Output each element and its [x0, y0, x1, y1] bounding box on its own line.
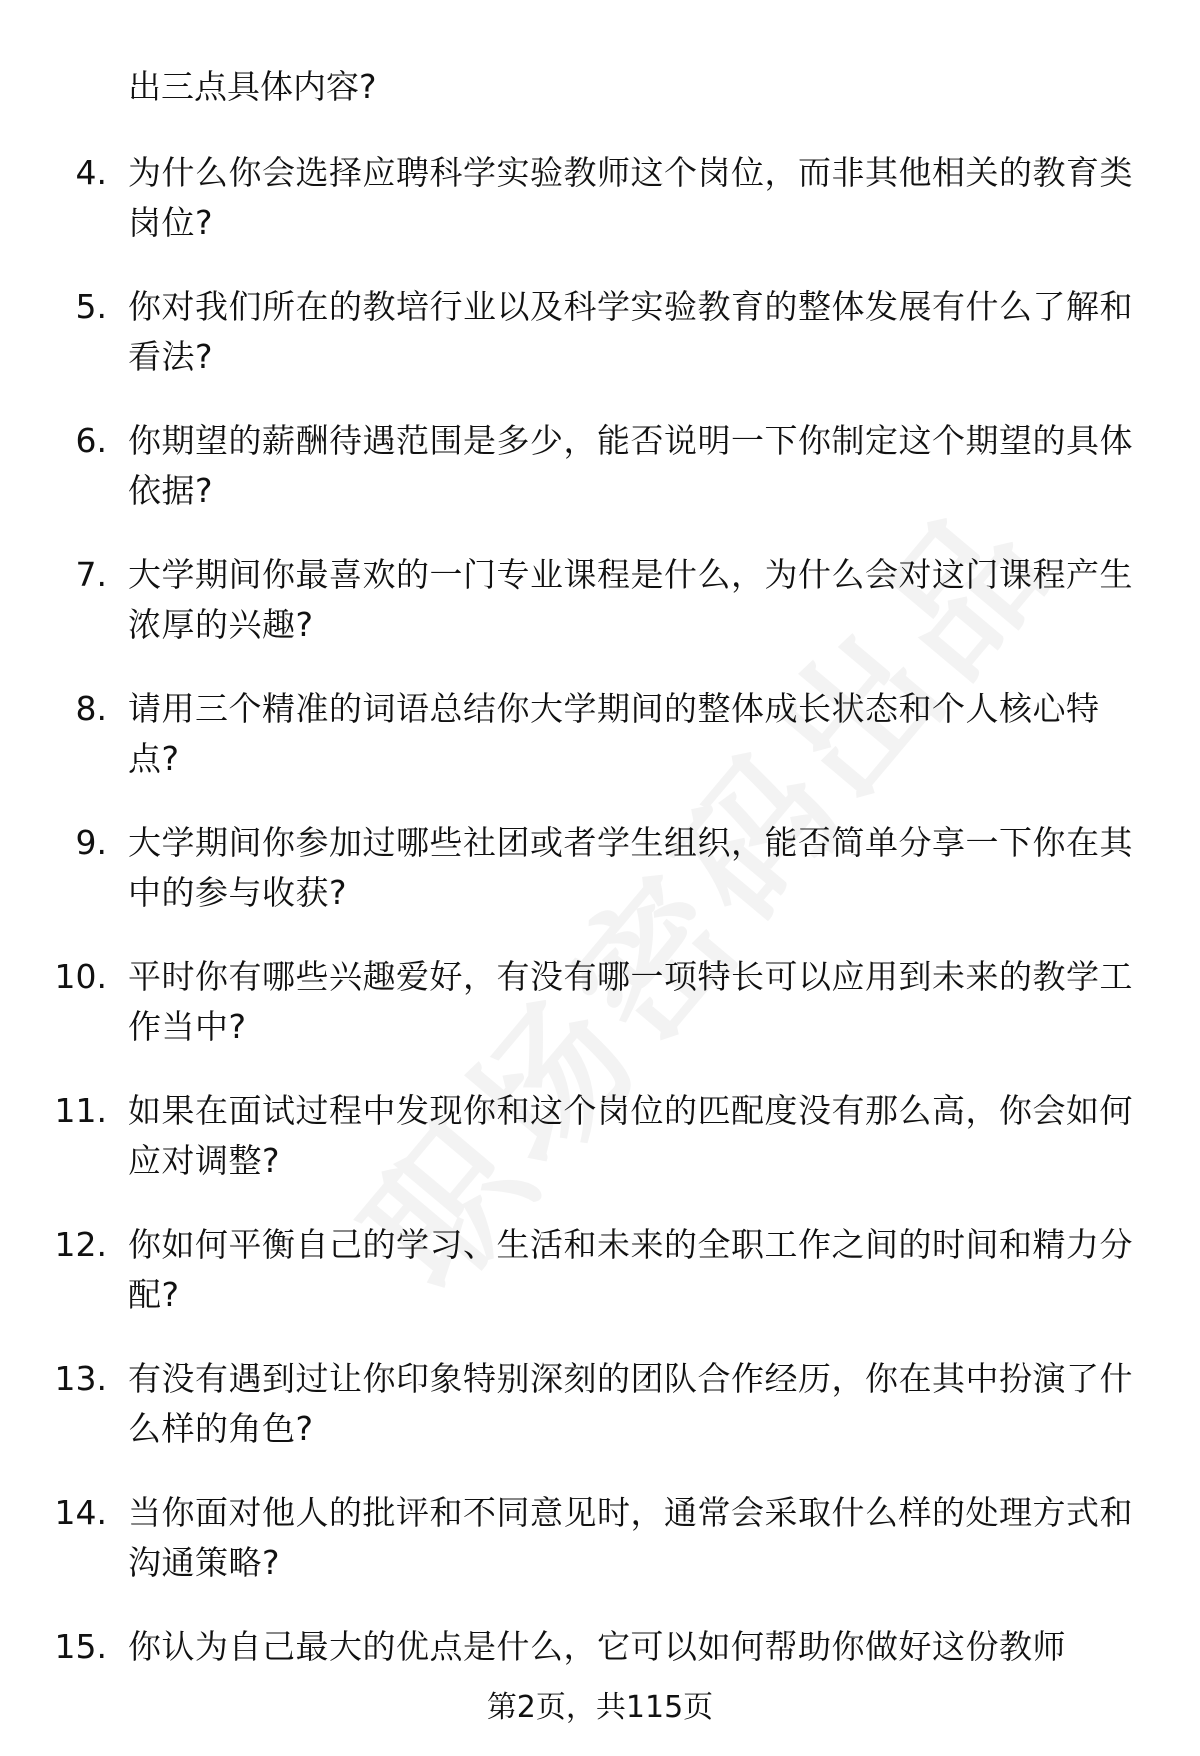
list-item — [0, 684, 1200, 818]
question-number: 8. — [75, 689, 107, 728]
question-text: 有没有遇到过让你印象特别深刻的团队合作经历，你在其中扮演了什么样的角色? — [128, 1359, 1133, 1448]
question-text: 请用三个精准的词语总结你大学期间的整体成长状态和个人核心特点? — [128, 689, 1100, 778]
question-number: 14. — [54, 1493, 107, 1532]
list-item — [0, 1354, 1200, 1488]
question-text: 你如何平衡自己的学习、生活和未来的全职工作之间的时间和精力分配? — [128, 1225, 1133, 1314]
list-item — [0, 952, 1200, 1086]
list-item — [0, 1086, 1200, 1220]
list-item — [0, 1220, 1200, 1354]
question-text: 你对我们所在的教培行业以及科学实验教育的整体发展有什么了解和看法? — [128, 287, 1133, 376]
question-number: 12. — [54, 1225, 107, 1264]
question-text: 你认为自己最大的优点是什么，它可以如何帮助你做好这份教师 — [128, 1627, 1066, 1666]
question-number: 11. — [54, 1091, 107, 1130]
question-text: 大学期间你最喜欢的一门专业课程是什么，为什么会对这门课程产生浓厚的兴趣? — [128, 555, 1133, 644]
list-item — [0, 550, 1200, 684]
list-item — [0, 416, 1200, 550]
question-list — [0, 148, 1200, 1756]
question-text: 当你面对他人的批评和不同意见时，通常会采取什么样的处理方式和沟通策略? — [128, 1493, 1133, 1582]
question-text: 平时你有哪些兴趣爱好，有没有哪一项特长可以应用到未来的教学工作当中? — [128, 957, 1133, 1046]
question-number: 6. — [75, 421, 107, 460]
question-number: 15. — [54, 1627, 107, 1666]
question-text: 你期望的薪酬待遇范围是多少，能否说明一下你制定这个期望的具体依据? — [128, 421, 1133, 510]
question-number: 4. — [75, 153, 107, 192]
list-item — [0, 148, 1200, 282]
question-text: 大学期间你参加过哪些社团或者学生组织，能否简单分享一下你在其中的参与收获? — [128, 823, 1133, 912]
question-text: 如果在面试过程中发现你和这个岗位的匹配度没有那么高，你会如何应对调整? — [128, 1091, 1133, 1180]
page-number-footer: 第2页，共115页 — [486, 1690, 714, 1725]
question-number: 7. — [75, 555, 107, 594]
list-item — [0, 1488, 1200, 1622]
question-text: 为什么你会选择应聘科学实验教师这个岗位，而非其他相关的教育类岗位? — [128, 153, 1133, 242]
question-number: 13. — [54, 1359, 107, 1398]
question-number: 9. — [75, 823, 107, 862]
continued-question-text: 出三点具体内容? — [128, 67, 377, 106]
list-item — [0, 818, 1200, 952]
list-item — [0, 282, 1200, 416]
question-number: 10. — [54, 957, 107, 996]
question-number: 5. — [75, 287, 107, 326]
